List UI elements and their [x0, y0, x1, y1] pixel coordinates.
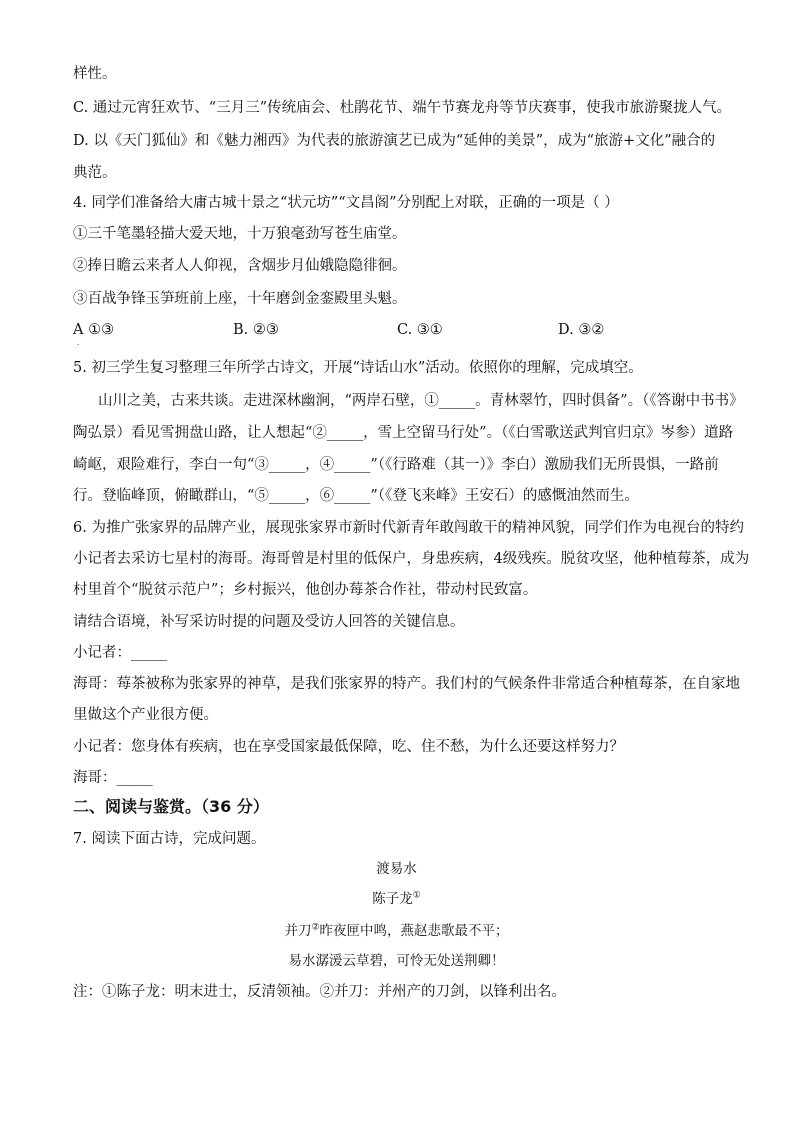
poem-line-1b: 昨夜匣中鸣，燕赵悲歌最不平；: [319, 923, 509, 939]
q4-couplet-1: ①三千笔墨轻描大爱天地，十万狼毫劲写苍生庙堂。: [73, 226, 407, 242]
q3-option-d-line2: 典范。: [73, 165, 117, 181]
q4-option-c: C. ③①: [397, 322, 443, 338]
q3-line-tail: 样性。: [73, 66, 117, 82]
poem-line-1a: 并刀: [284, 923, 312, 939]
poem-author: [0, 889, 793, 909]
q6-reporter-2: 小记者：您身体有疾病，也在享受国家最低保障，吃、住不愁，为什么还要这样努力？: [73, 739, 624, 755]
poem-line-1: [0, 921, 793, 941]
poem-notes: 注：①陈子龙：明末进士，反清领袖。②并刀：并州产的刀剑，以锋利出名。: [73, 984, 566, 1000]
q5-para-line2: 陶弘景）看见雪拥盘山路，让人想起“②_____，雪上空留马行处”。（《白雪歌送武判官归京》岑参）道路: [73, 425, 734, 441]
poem-line-2: 易水潺湲云草碧，可怜无处送荆卿！: [288, 953, 505, 969]
q6-instruction: 请结合语境，补写采访时提的问题及受访人回答的关键信息。: [73, 614, 465, 630]
q7-stem: 7. 阅读下面古诗，完成问题。: [73, 831, 266, 847]
q6-line-1: 6. 为推广张家界的品牌产业，展现张家界市新时代新青年敢闯敢干的精神风貌，同学们作为电视台的特约: [73, 520, 744, 536]
q6-haige-2: 海哥：_____: [73, 770, 153, 786]
q4-couplet-3: ③百战争锋玉笋班前上座，十年磨剑金銮殿里头魁。: [73, 291, 407, 307]
section-2-heading: 二、阅读与鉴赏。（36 分）: [73, 797, 269, 816]
q4-couplet-2: ②捧日瞻云来者人人仰视，含烟步月仙娥隐隐徘徊。: [73, 258, 407, 274]
q3-option-c: C. 通过元宵狂欢节、“三月三”传统庙会、杜鹃花节、端午节赛龙舟等节庆赛事，使我市旅游聚拢人气。: [73, 100, 732, 116]
q6-haige-1b: 里做这个产业很方便。: [73, 707, 218, 723]
q6-line-3: 村里首个“脱贫示范户”；乡村振兴，他创办莓茶合作社，带动村民致富。: [73, 582, 538, 598]
q3-option-d-line1: D. 以《天门狐仙》和《魅力湘西》为代表的旅游演艺已成为“延伸的美景”，成为“旅游+文化”融合的: [73, 133, 716, 149]
q5-stem: 5. 初三学生复习整理三年所学古诗文，开展“诗话山水”活动。依照你的理解，完成填空。: [73, 360, 643, 376]
q5-para-line3: 崎岖，艰险难行，李白一句“③_____，④_____”（《行路难（其一）》李白）激励我们无所畏惧，一路前: [73, 457, 719, 473]
poem-author-name: 陈子龙: [372, 891, 413, 907]
q4-option-b: B. ②③: [233, 322, 279, 338]
q4-option-d: D. ③②: [558, 322, 605, 338]
stray-mark: .: [77, 338, 80, 347]
q6-line-2: 小记者去采访七星村的海哥。海哥曾是村里的低保户，身患疾病，4级残疾。脱贫攻坚，他种植莓茶，成为: [73, 551, 750, 567]
line-note-mark: ②: [311, 922, 320, 933]
q5-para-line1: 山川之美，古来共谈。走进深林幽涧，“两岸石壁，①_____。青林翠竹，四时俱备”。（《答谢中书书》: [98, 393, 744, 409]
q4-stem: 4. 同学们准备给大庸古城十景之“状元坊”“文昌阁”分别配上对联，正确的一项是（ ）: [73, 195, 619, 211]
q5-para-line4: 行。登临峰顶，俯瞰群山，“⑤_____，⑥_____”（《登飞来峰》王安石）的感慨油然而生。: [73, 488, 639, 504]
q6-reporter-1: 小记者：_____: [73, 645, 168, 661]
q4-option-a: A ①③: [73, 322, 115, 338]
q6-haige-1a: 海哥：莓茶被称为张家界的神草，是我们张家界的特产。我们村的气候条件非常适合种植莓茶，在自家地: [73, 676, 740, 692]
author-note-mark: ①: [412, 890, 421, 901]
poem-title: 渡易水: [376, 861, 417, 877]
